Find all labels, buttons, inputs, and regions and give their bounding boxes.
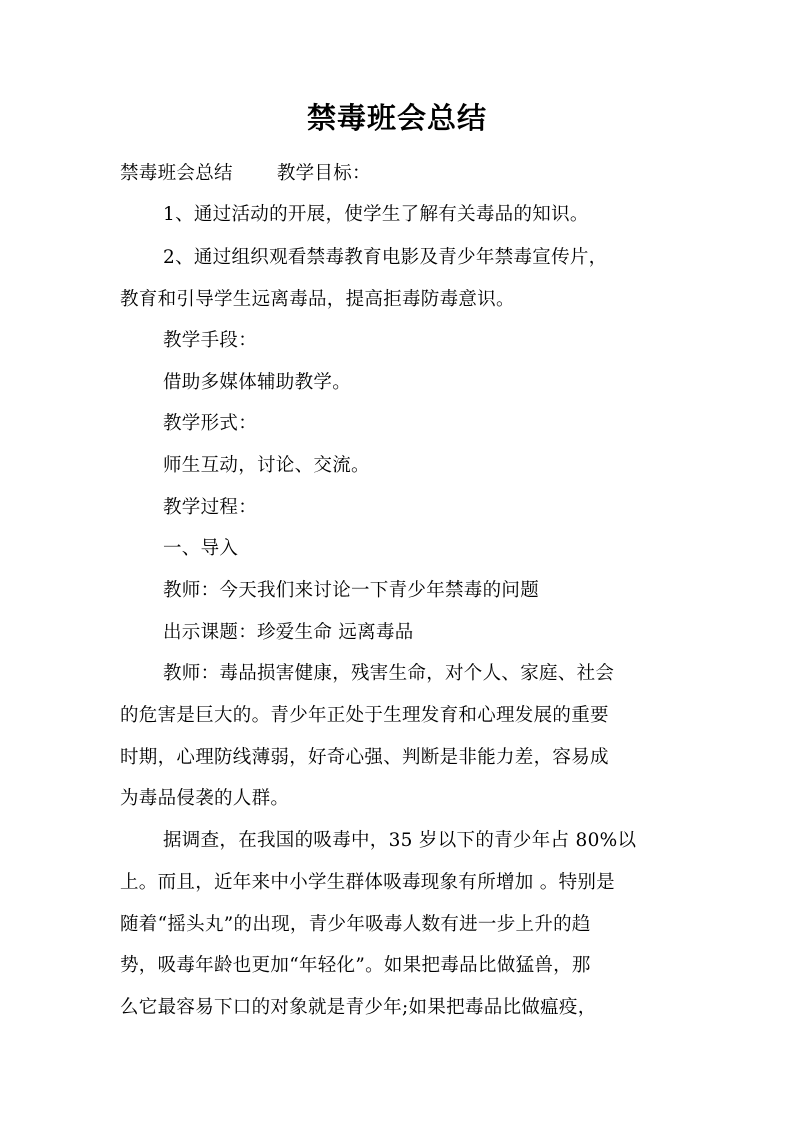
objective-1: 1、通过活动的开展，使学生了解有关毒品的知识。 <box>163 204 589 225</box>
paragraph-2-line-3: 随着“摇头丸”的出现，青少年吸毒人数有进一步上升的趋 <box>120 914 591 935</box>
paragraph-2-line-2: 上。而且，近年来中小学生群体吸毒现象有所增加 。特别是 <box>120 872 615 893</box>
form-heading: 教学形式： <box>163 413 258 434</box>
intro-line <box>120 160 680 188</box>
process-heading: 教学过程： <box>163 497 258 518</box>
section-intro-heading: 一、导入 <box>163 538 239 559</box>
paragraph-2-line-5: 么它最容易下口的对象就是青少年;如果把毒品比做瘟疫， <box>120 997 597 1018</box>
paragraph-1-line-4: 为毒品侵袭的人群。 <box>120 788 290 809</box>
document-title: 禁毒班会总结 <box>306 101 487 135</box>
paragraph-1-line-1: 教师：毒品损害健康，残害生命，对个人、家庭、社会 <box>163 663 615 684</box>
means-text: 借助多媒体辅助教学。 <box>163 372 352 393</box>
form-text: 师生互动，讨论、交流。 <box>163 455 370 476</box>
teacher-line-1: 教师：今天我们来讨论一下青少年禁毒的问题 <box>163 580 540 601</box>
objectives-heading: 教学目标： <box>276 163 371 184</box>
objective-2-line-1: 2、通过组织观看禁毒教育电影及青少年禁毒宣传片， <box>163 247 608 268</box>
topic-line: 出示课题：珍爱生命 远离毒品 <box>163 622 414 643</box>
objective-2-line-2: 教育和引导学生远离毒品，提高拒毒防毒意识。 <box>120 289 515 310</box>
paragraph-1-line-3: 时期，心理防线薄弱，好奇心强、判断是非能力差，容易成 <box>120 747 609 768</box>
paragraph-2-line-4: 势，吸毒年龄也更加“年轻化”。如果把毒品比做猛兽，那 <box>120 955 591 976</box>
paragraph-2-line-1: 据调查，在我国的吸毒中，35 岁以下的青少年占 80%以 <box>163 830 637 851</box>
subtitle-text: 禁毒班会总结 <box>120 163 233 184</box>
means-heading: 教学手段： <box>163 330 258 351</box>
paragraph-1-line-2: 的危害是巨大的。青少年正处于生理发育和心理发展的重要 <box>120 705 609 726</box>
